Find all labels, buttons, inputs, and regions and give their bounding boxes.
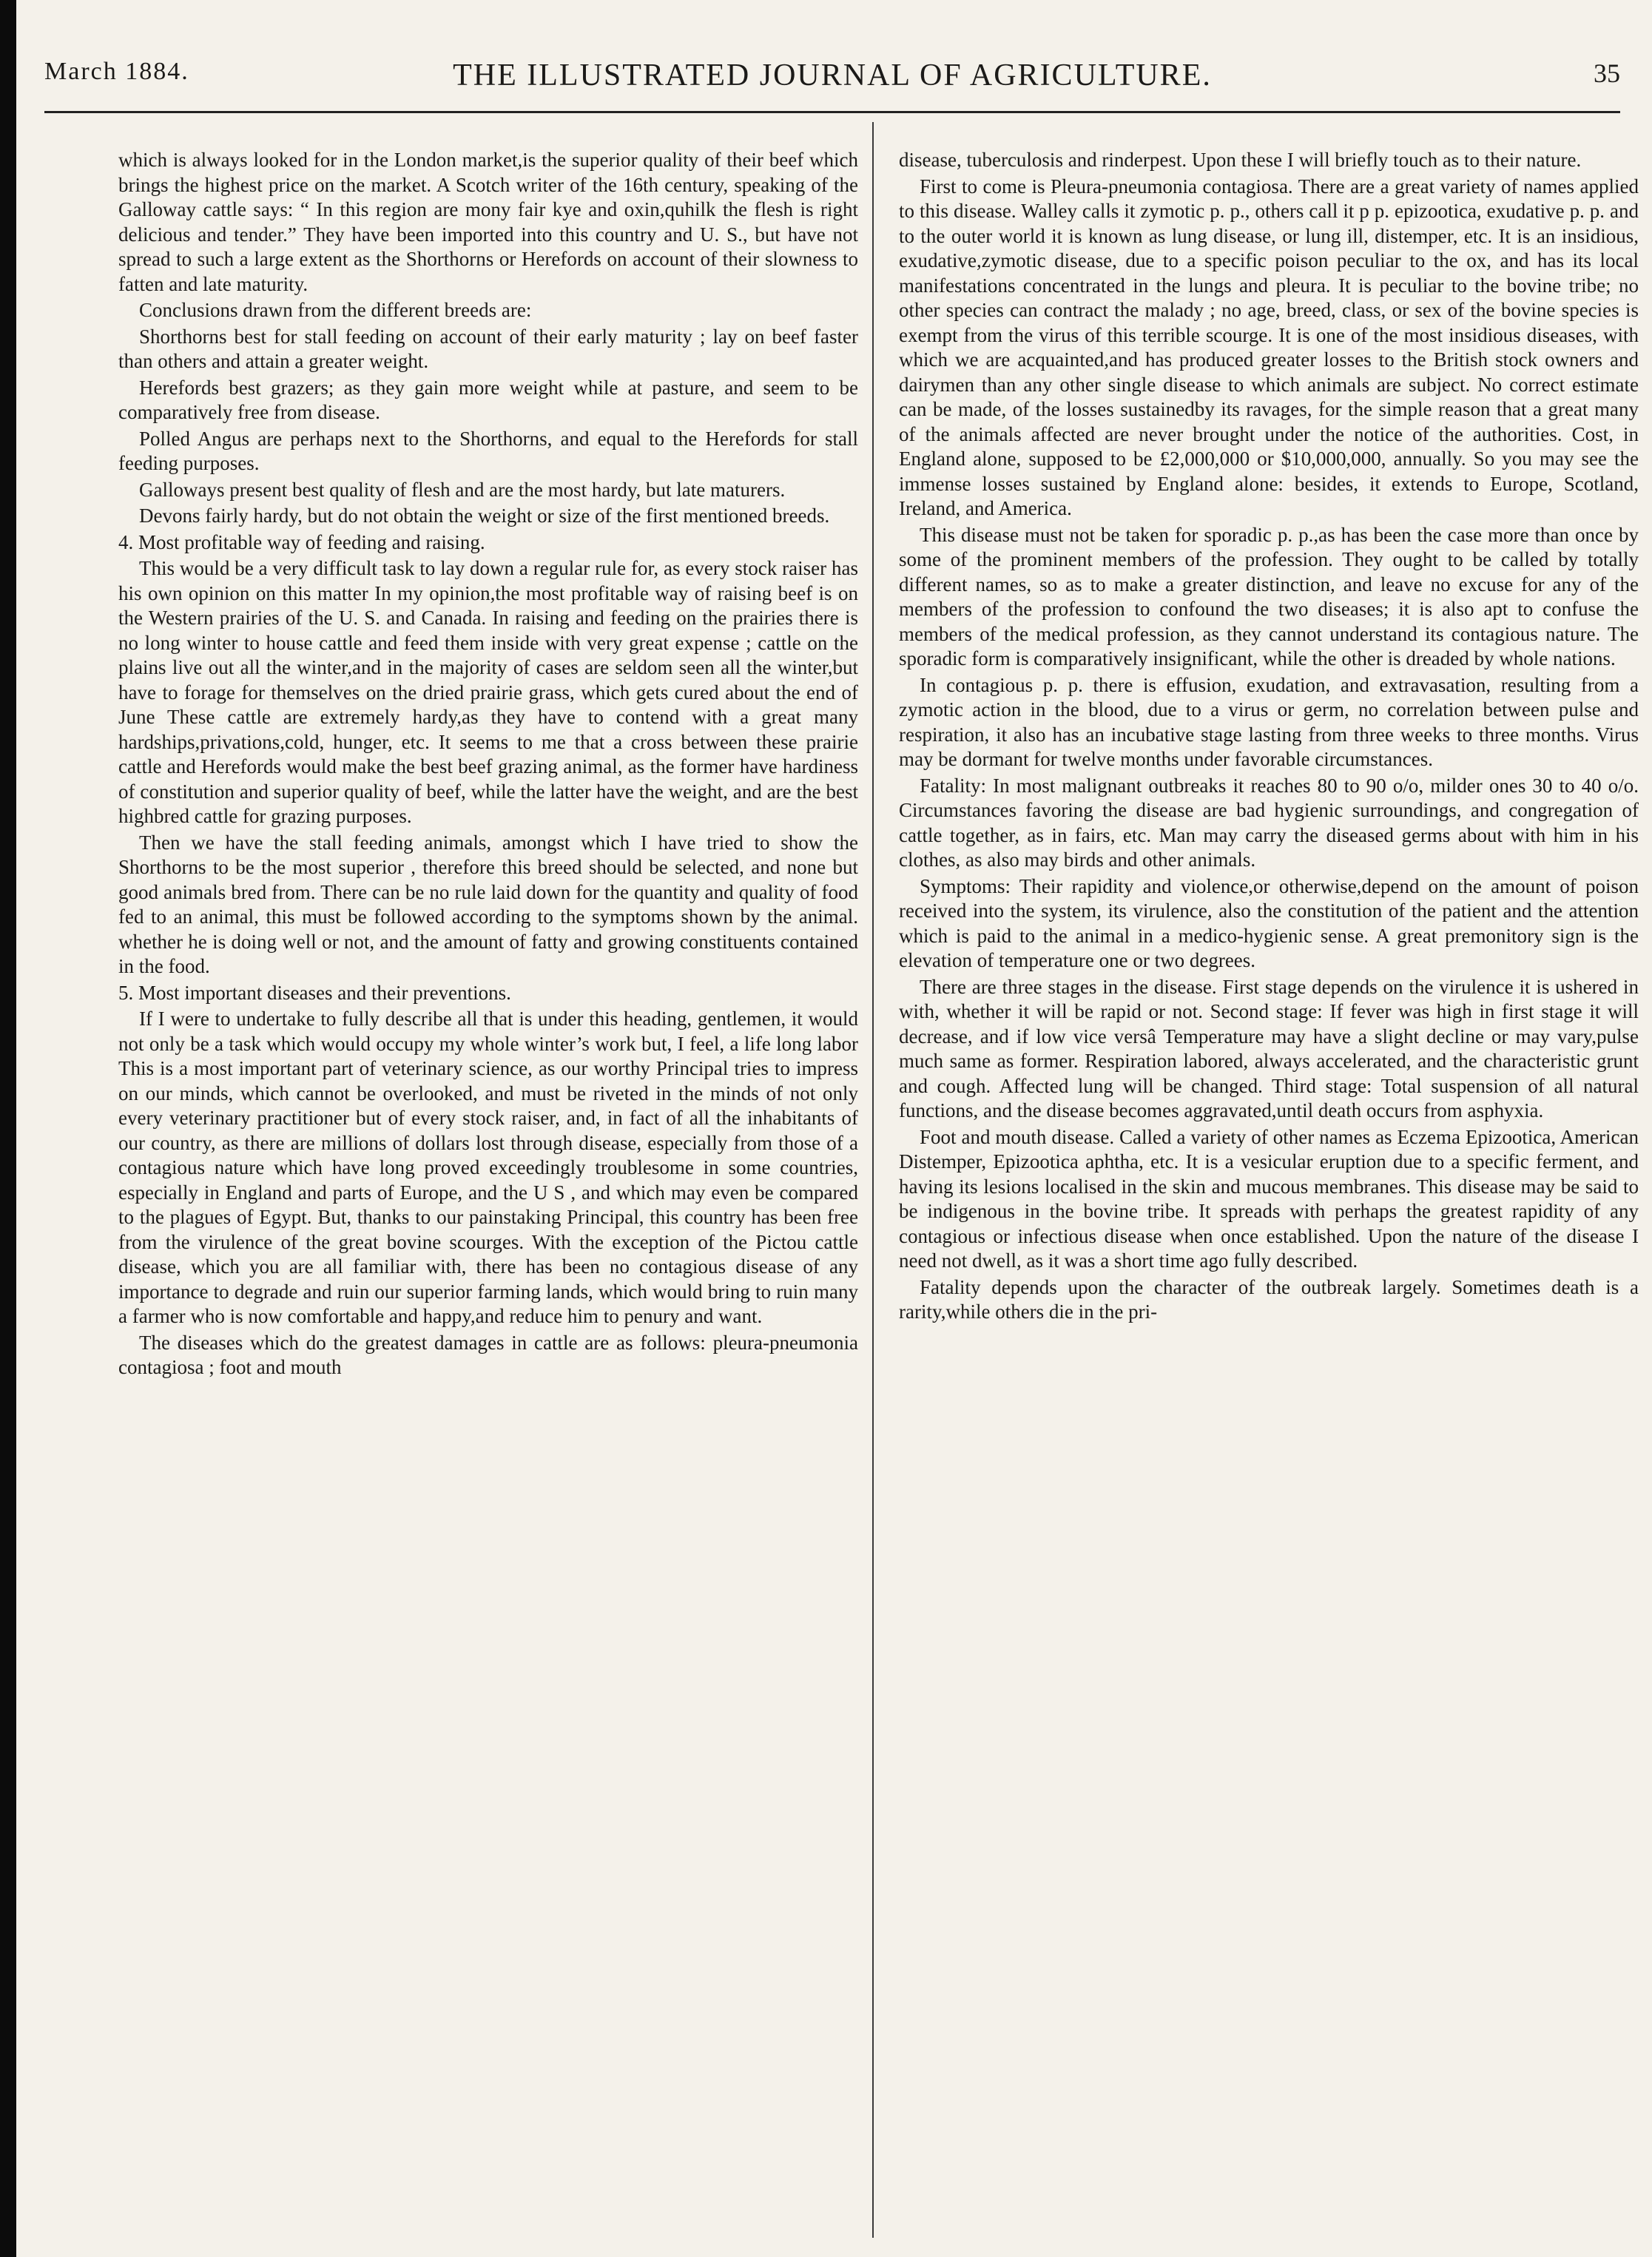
paragraph: This would be a very difficult task to lay down a regular rule for, as every stock raiser has his own opinion on this matter In my opinion,the most profitable way of raising beef is on the Western prairies of the U. S. and Canada. In raising and feeding on the prairies there is no long winter to house cattle and feed them inside with very great expense ; cattle on the plains live out all the winter,and in the majority of cases are seldom seen all the winter,but have to forage for themselves on the dried prairie grass, which gets cured about the end of June These cattle are extremely hardy,as they have to contend with a great many hardships,privations,cold, hunger, etc. It seems to me that a cross between these prairie cattle and Herefords would make the best beef grazing animal, as the former have hardiness of constitution and superior quality of beef, while the latter have the weight, and are the best highbred cattle for grazing purposes. xyxy=(118,557,858,827)
section-heading: 4. Most profitable way of feeding and raising. xyxy=(118,530,485,553)
paragraph: Herefords best grazers; as they gain more weight while at pasture, and seem to be comparatively free from disease. xyxy=(118,376,858,423)
running-header xyxy=(44,58,1620,102)
paragraph: Fatality depends upon the character of the outbreak largely. Sometimes death is a rarity,while others die in the pri- xyxy=(899,1275,1639,1323)
right-column xyxy=(899,148,1639,1326)
paragraph: Then we have the stall feeding animals, amongst which I have tried to show the Shorthorns to be the most superior , therefore this breed should be selected, and none but good animals bred from. There can be no rule laid down for the quantity and quality of food fed to an animal, this must be followed according to the symptoms shown by the animal. whether he is doing well or not, and the amount of fatty and growing constituents contained in the food. xyxy=(118,831,858,977)
paragraph: Shorthorns best for stall feeding on account of their early maturity ; lay on beef faster than others and attain a greater weight. xyxy=(118,325,858,372)
paragraph: There are three stages in the disease. First stage depends on the virulence it is ushered in with, whether it will be rapid or not. Second stage: If fever was high in first stage it will decrease, and if low vice versâ Temperature may have a slight decline or may vary,pulse much same as former. Respiration labored, always accelerated, and the characteristic grunt and cough. Affected lung will be changed. Third stage: Total suspension of all natural functions, and the disease becomes aggravated,until death occurs from asphyxia. xyxy=(899,975,1639,1121)
header-rule xyxy=(44,111,1620,113)
paragraph: Polled Angus are perhaps next to the Shorthorns, and equal to the Herefords for stall feeding purposes. xyxy=(118,427,858,474)
paragraph: disease, tuberculosis and rinderpest. Upon these I will briefly touch as to their nature. xyxy=(899,149,1582,171)
paragraph: Symptoms: Their rapidity and violence,or otherwise,depend on the amount of poison received into the system, its virulence, also the constitution of the patient and the attention which is paid to the animal in a medico-hygienic sense. A great premonitory sign is the elevation of temperature one or two degrees. xyxy=(899,874,1639,971)
paragraph: Devons fairly hardy, but do not obtain the weight or size of the first mentioned breeds. xyxy=(139,505,830,527)
left-column xyxy=(118,148,858,1382)
paragraph: Fatality: In most malignant outbreaks it reaches 80 to 90 o/o, milder ones 30 to 40 o/o. Circumstances favoring the disease are bad hygienic surroundings, and congregation of cattle together, as in fairs, etc. Man may carry the diseased germs about with him in his clothes, as also may birds and other animals. xyxy=(899,774,1639,871)
page-number: 35 xyxy=(1594,58,1620,88)
section-heading: 5. Most important diseases and their preventions. xyxy=(118,981,511,1004)
paragraph: The diseases which do the greatest damages in cattle are as follows: pleura-pneumonia contagiosa ; foot and mouth xyxy=(118,1331,858,1378)
book-spine-edge xyxy=(0,0,16,2257)
paragraph: In contagious p. p. there is effusion, exudation, and extravasation, resulting from a zymotic action in the blood, due to a virus or germ, no correlation between pulse and respiration, it also has an incubative stage lasting from three weeks to three months. Virus may be dormant for twelve months under favorable circumstances. xyxy=(899,673,1639,770)
paragraph: which is always looked for in the London market,is the superior quality of their beef which brings the highest price on the market. A Scotch writer of the 16th century, speaking of the Galloway cattle says: “ In this region are mony fair kye and oxin,quhilk the flesh is right delicious and tender.” They have been imported into this country and U. S., but have not spread to such a large extent as the Shorthorns or Herefords on account of their slowness to fatten and late maturity. xyxy=(118,149,858,295)
paragraph: If I were to undertake to fully describe all that is under this heading, gentlemen, it would not only be a task which would occupy my whole winter’s work but, I feel, a life long labor This is a most important part of veterinary science, as our worthy Principal tries to impress on our minds, which cannot be overlooked, and must be riveted in the minds of not only every veterinary practitioner but of every stock raiser, and, in fact of all the inhabitants of our country, as there are millions of dollars lost through disease, especially from those of a contagious nature which have long proved exceedingly troublesome in some countries, especially in England and parts of Europe, and the U S , and which may even be compared to the plagues of Egypt. But, thanks to our painstaking Principal, this country has been free from the virulence of the great bovine scourges. With the exception of the Pictou cattle disease, which you are all familiar with, there has been no contagious disease of any importance to degrade and ruin our superior farming lands, which would bring to ruin many a farmer who is now comfortable and happy,and reduce him to penury and want. xyxy=(118,1008,858,1327)
column-divider xyxy=(872,122,874,2238)
paragraph: Galloways present best quality of flesh and are the most hardy, but late maturers. xyxy=(139,478,786,501)
journal-title: THE ILLUSTRATED JOURNAL OF AGRICULTURE. xyxy=(453,58,1212,92)
paragraph: This disease must not be taken for sporadic p. p.,as has been the case more than once by some of the prominent members of the profession. They ought to be called by totally different names, so as to make a greater distinction, and leave no excuse for any of the members of the profession to confound the two diseases; it is also apt to confuse the members of the medical profession, as they cannot understand its contagious nature. The sporadic form is comparatively insignificant, while the other is dreaded by whole nations. xyxy=(899,523,1639,669)
paragraph: First to come is Pleura-pneumonia contagiosa. There are a great variety of names applied to this disease. Walley calls it zymotic p. p., others call it p p. epizootica, exudative p. p. and to the outer world it is known as lung disease, or lung ill, distemper, etc. It is an insidious, exudative,zymotic disease, due to a specific poison peculiar to the ox, and has its local manifestations concentrated in the lungs and pleura. It is peculiar to the bovine tribe; no other species can contract the malady ; no age, breed, class, or sex of the bovine species is exempt from the virus of this terrible scourge. It is one of the most insidious diseases, with which we are acquainted,and has produced greater losses to the British stock owners and dairymen than any other single disease to which animals are subject. No correct estimate can be made, of the losses sustainedby its ravages, for the simple reason that a great many of the animals affected are never brought under the notice of the authorities. Cost, in England alone, supposed to be £2,000,000 or $10,000,000, annually. So you may see the immense losses sustained by England alone: besides, it extends to Europe, Scotland, Ireland, and America. xyxy=(899,175,1639,519)
paragraph: Foot and mouth disease. Called a variety of other names as Eczema Epizootica, American Distemper, Epizootica aphtha, etc. It is a vesicular eruption due to a specific ferment, and having its lesions localised in the skin and mucous membranes. This disease may be said to be indigenous in the bovine tribe. It spreads with perhaps the greatest rapidity of any contagious or infectious disease when once established. Upon the nature of the disease I need not dwell, as it was a short time ago fully described. xyxy=(899,1125,1639,1272)
paragraph: Conclusions drawn from the different breeds are: xyxy=(139,299,532,321)
issue-date: March 1884. xyxy=(44,58,189,85)
